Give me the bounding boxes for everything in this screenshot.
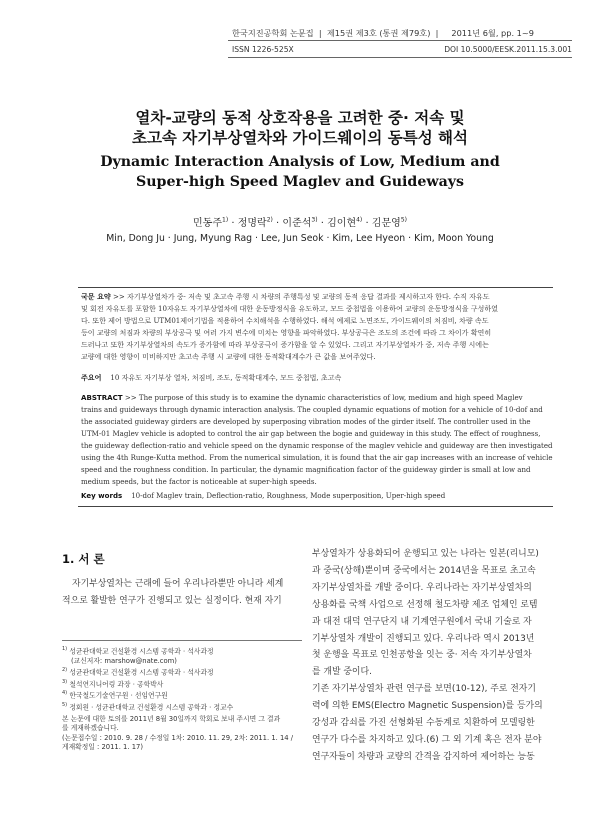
author-affiliation-mark: 2)	[266, 216, 273, 224]
abstract-arrows: >>	[124, 393, 137, 402]
korean-title-line-2: 초고속 자기부상열차와 가이드웨이의 동특성 해석	[131, 129, 469, 147]
keywords-english-text: 10-dof Maglev train, Deflection-ratio, Roughness, Mode superposition, Uper-high speed	[131, 491, 446, 500]
body-line: 기부상열차 개발이 진행되고 있다. 우리나라 역시 2013년	[312, 633, 535, 644]
left-column-text	[62, 576, 307, 610]
author-separator: ·	[272, 218, 283, 229]
author-name: 김이현	[327, 218, 357, 229]
body-line: 과 중국(상해)뿐이며 중국에서는 2014년을 목표로 초고속	[312, 565, 536, 576]
abstract-korean-line: 자기부상열차가 중· 저속 및 초고속 주행 시 차량의 주행특성 및 교량의 동적 응답 결과를 제시하고자 한다. 수직 자유도	[127, 292, 490, 301]
journal-volume: 제15권 제3호 (통권 제79호)	[326, 28, 431, 38]
abstract-korean	[81, 291, 551, 363]
body-line: 적으로 활발한 연구가 진행되고 있는 실정이다. 현재 자기	[62, 595, 282, 606]
footnotes	[62, 645, 302, 713]
footnote-text: 철석연지니어링 과장 · 공학박사	[69, 680, 164, 689]
journal-name: 한국지진공학회 논문집	[232, 28, 314, 38]
keywords-korean	[81, 372, 551, 384]
abstract-english-line: The purpose of this study is to examine the dynamic characteristics of low, medium and high speed Maglev	[138, 393, 523, 402]
footnote-mark: 3)	[62, 678, 68, 685]
body-line: 자기부상열차를 개발 중이다. 우리나라는 자기부상열차의	[312, 582, 532, 593]
abstract-english-label: ABSTRACT	[81, 393, 123, 402]
header-rule-bottom	[228, 57, 572, 58]
footnote-text: 한국철도기술연구원 · 선임연구원	[69, 691, 168, 700]
abstract-english-line: trains and guideways through dynamic interaction analysis. The coupled dynamic equations of motion for a vehicle of 10-dof and	[81, 405, 543, 414]
journal-identifiers	[232, 45, 572, 54]
author-separator: ·	[362, 218, 372, 229]
body-line: 자기부상열차는 근래에 들어 우리나라뿐만 아니라 세계	[72, 579, 284, 589]
author-name: 김문영	[371, 218, 401, 229]
author-name: 민동주	[193, 218, 222, 229]
footnote-mark: 4)	[62, 690, 68, 697]
authors-english: Min, Dong Ju · Jung, Myung Rag · Lee, Jun Seok · Kim, Lee Hyeon · Kim, Moon Young	[106, 233, 494, 244]
abstract-english-line: UTM-01 Maglev vehicle is adopted to control the air gap between the bogie and guideway in this study. The effect of roughness,	[81, 429, 541, 438]
footnote-mark: 5)	[62, 702, 68, 709]
abstract-english-line: the associated guideway girders are developed by superposing vibration modes of the girder itself. The controller used in the	[81, 417, 531, 426]
footnote-mark: 2)	[62, 667, 68, 674]
author-name: 이준석	[282, 218, 312, 229]
author-name: 정명락	[237, 218, 267, 229]
body-line: 를 개발 중이다.	[312, 667, 372, 678]
body-line: 첫 운행을 목표로 인천공항을 잇는 중· 저속 자기부상열차	[312, 650, 532, 661]
author-affiliation-mark: 3)	[311, 216, 318, 224]
abstract-english-line: speed and the roughness condition. In particular, the dynamic magnification factor of the guideway girder is small at low and	[81, 465, 531, 474]
note-line: 게재확정일 : 2011. 1. 17)	[62, 743, 144, 752]
body-line: 강성과 감쇠를 가진 선형화된 수동계로 치환하여 모델링한	[312, 718, 535, 729]
keywords-korean-label: 주요어	[81, 373, 102, 382]
note-line: (논문접수일 : 2010. 9. 28 / 수정일 1차: 2010. 11. 29, 2차: 2011. 1. 14 /	[62, 733, 294, 742]
authors-korean	[40, 214, 560, 229]
doi: DOI 10.5000/EESK.2011.15.3.001	[444, 45, 572, 54]
body-line: 부상열차가 상용화되어 운행되고 있는 나라는 일본(리니모)	[312, 549, 539, 559]
abstract-english-line: using the 4th Runge-Kutta method. From the numerical simulation, it is found that the air gap increases with an increase of vehicle	[81, 453, 553, 462]
body-line: 기존 자기부상열차 관련 연구를 보면(10-12), 주로 전자기	[312, 684, 536, 695]
journal-date-pages: 2011년 6월, pp. 1~9	[451, 28, 534, 38]
footnote-text: 정회원 · 성균관대학교 건설환경 시스템 공학과 · 정교수	[69, 703, 234, 712]
abstract-english-line: the guideway deflection-ratio and vehicle speed on the dynamic response of the maglev vehicle and guideway are then investigated	[81, 441, 553, 450]
body-line: 연구자들이 차량과 교량의 간격을 감지하여 제어하는 능동	[312, 751, 535, 762]
keywords-english	[81, 490, 551, 502]
header-rule	[228, 40, 572, 41]
abstract-korean-line: 다. 또한 제어 방법으로 UTM01제어기법을 적용하여 수치해석을 수행하였다. 해석 예제로 노면조도, 가이드웨이의 처짐비, 차량 속도	[81, 316, 489, 325]
abstract-korean-label: 국문 요약	[81, 292, 111, 301]
abstract-korean-line: 드러나고 또한 자기부상열차의 속도가 증가함에 따라 부상공극이 증가함을 알 수 있었다. 그리고 자기부상열차가 중, 저속 주행 시에는	[81, 340, 489, 349]
abstract-korean-line: 및 회전 자유도를 포함한 10자유도 자기부상열차에 대한 운동방정식을 유도하고, 모드 중첩법을 이용하여 교량의 운동방정식을 구성하였	[81, 304, 498, 313]
abstract-korean-line: 교량에 대한 영향이 미비하지만 초고속 주행 시 교량에 대한 동적확대계수가 큰 값을 보여주었다.	[81, 352, 376, 361]
right-column-text	[312, 546, 562, 766]
note-line: 본 논문에 대한 토의를 2011년 8월 30일까지 학회로 보내 주시면 그 결과	[62, 715, 281, 723]
author-separator: ·	[228, 218, 238, 229]
abstract-english-line: medium speeds, but the factor is noticeable at super-high speeds.	[81, 477, 317, 486]
footnote-text: 성균관대학교 건설환경 시스템 공학과 · 석사과정	[69, 668, 214, 677]
footnote-text: (교신저자: marshow@nate.com)	[71, 656, 177, 665]
author-affiliation-mark: 5)	[400, 216, 407, 224]
abstract-english	[81, 392, 551, 488]
author-affiliation-mark: 1)	[222, 216, 229, 224]
english-title-line-2: Super-high Speed Maglev and Guideways	[135, 174, 465, 190]
journal-header: 한국지진공학회 논문집 | 제15권 제3호 (통권 제79호) | 2011년 6월, pp. 1~9	[232, 28, 534, 38]
footnote-mark: 1)	[62, 646, 68, 652]
keywords-korean-text: 10 자유도 자기부상 열차, 처짐비, 조도, 동적확대계수, 모드 중첩법, 초고속	[110, 373, 342, 382]
footnote-text: 성균관대학교 건설환경 시스템 공학과 · 석사과정	[69, 647, 214, 656]
author-affiliation-mark: 4)	[356, 216, 363, 224]
abstract-arrows: >>	[112, 292, 125, 301]
english-title-line-1: Dynamic Interaction Analysis of Low, Medium and	[100, 154, 500, 170]
issn: ISSN 1226-525X	[232, 45, 294, 54]
body-line: 력에 의한 EMS(Electro Magnetic Suspension)를 등가의	[312, 701, 543, 712]
body-line: 연구가 다수를 차지하고 있다.(6) 그 외 기계 혹은 전자 분야	[312, 734, 542, 745]
note-line: 를 게재하겠습니다.	[62, 724, 119, 733]
abstract-korean-line: 등이 교량의 처짐과 차량의 부상공극 및 여러 가지 변수에 미치는 영향을 파악하였다. 부상공극은 조도의 조건에 따라 그 차이가 확연히	[81, 328, 492, 337]
author-separator: ·	[317, 218, 328, 229]
body-line: 과 대전 대덕 연구단지 내 기계연구원에서 국내 기술로 자	[312, 616, 532, 627]
keywords-english-label: Key words	[81, 491, 123, 500]
korean-title-line-1: 열차-교량의 동적 상호작용을 고려한 중· 저속 및	[135, 109, 465, 127]
body-line: 상용화를 국책 사업으로 선정해 철도차량 제조 업체인 로템	[312, 599, 538, 610]
discussion-note	[62, 715, 302, 753]
footnote-rule	[62, 640, 302, 641]
section-heading: 1. 서 론	[62, 552, 105, 566]
